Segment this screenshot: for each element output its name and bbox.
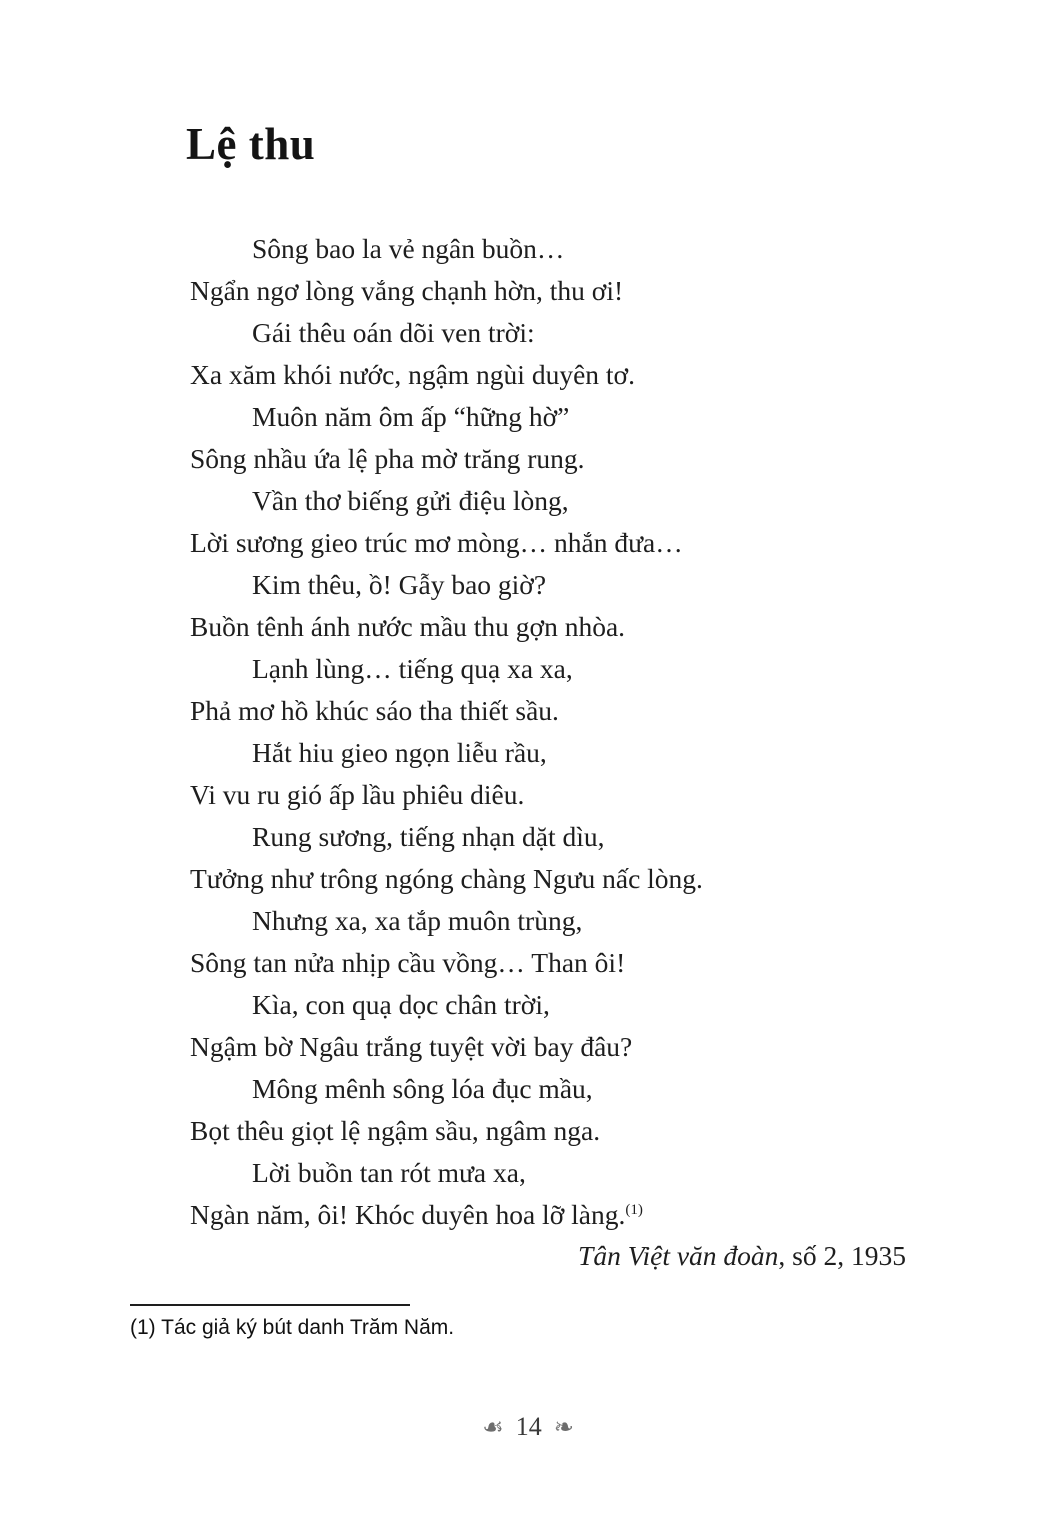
poem-line: Ngẩn ngơ lòng vắng chạnh hờn, thu ơi! xyxy=(190,275,624,306)
poem-line: Xa xăm khói nước, ngậm ngùi duyên tơ. xyxy=(190,359,635,390)
poem-line: Ngậm bờ Ngâu trắng tuyệt vời bay đâu? xyxy=(190,1031,633,1062)
poem-line: Sông tan nửa nhịp cầu vồng… Than ôi! xyxy=(190,947,626,978)
poem-line: Lạnh lùng… tiếng quạ xa xa, xyxy=(252,653,573,684)
poem-line: Vần thơ biếng gửi điệu lòng, xyxy=(252,485,569,516)
poem-line: Kìa, con quạ dọc chân trời, xyxy=(252,989,550,1020)
poem-line: Rung sương, tiếng nhạn dặt dìu, xyxy=(252,821,605,852)
poem-line: Sông bao la vẻ ngân buồn… xyxy=(252,233,565,264)
poem-line: Hắt hiu gieo ngọn liễu rầu, xyxy=(252,737,547,768)
poem-body xyxy=(190,228,910,1236)
footnote-divider xyxy=(130,1304,410,1306)
poem-line: Vi vu ru gió ấp lầu phiêu diêu. xyxy=(190,779,525,810)
poem-line: Muôn năm ôm ấp “hững hờ” xyxy=(252,401,570,432)
page-number: 14 xyxy=(515,1412,542,1441)
footnote-reference: (1) xyxy=(625,1201,643,1218)
attribution xyxy=(190,1240,906,1272)
poem-line: Sông nhầu ứa lệ pha mờ trăng rung. xyxy=(190,443,585,474)
poem-line: Buồn tênh ánh nước mầu thu gợn nhòa. xyxy=(190,611,626,642)
floral-ornament-right-icon: ❧ xyxy=(553,1413,574,1441)
floral-ornament-left-icon: ☙ xyxy=(482,1413,504,1441)
attribution-issue: , số 2, 1935 xyxy=(778,1240,906,1271)
poem-line: Phả mơ hồ khúc sáo tha thiết sầu. xyxy=(190,695,559,726)
poem-line: Ngàn năm, ôi! Khóc duyên hoa lỡ làng.$^{(1)}$ xyxy=(190,1199,643,1230)
poem-line: Lời sương gieo trúc mơ mòng… nhắn đưa… xyxy=(190,527,683,558)
poem-line: Mông mênh sông lóa đục mầu, xyxy=(252,1073,593,1104)
footnote-text: (1) Tác giả ký bút danh Trăm Năm. xyxy=(130,1316,455,1339)
poem-line: Tưởng như trông ngóng chàng Ngưu nấc lòng. xyxy=(190,863,703,894)
poem-line: Kim thêu, ồ! Gẫy bao giờ? xyxy=(252,569,547,600)
page-footer xyxy=(0,1412,1056,1442)
poem-line: Gái thêu oán dõi ven trời: xyxy=(252,317,535,348)
attribution-source: Tân Việt văn đoàn xyxy=(578,1240,779,1271)
poem-line: Lời buồn tan rót mưa xa, xyxy=(252,1157,526,1188)
poem-line: Nhưng xa, xa tắp muôn trùng, xyxy=(252,905,583,936)
poem-title: Lệ thu xyxy=(186,119,316,169)
poem-line: Bọt thêu giọt lệ ngậm sầu, ngâm nga. xyxy=(190,1115,601,1146)
